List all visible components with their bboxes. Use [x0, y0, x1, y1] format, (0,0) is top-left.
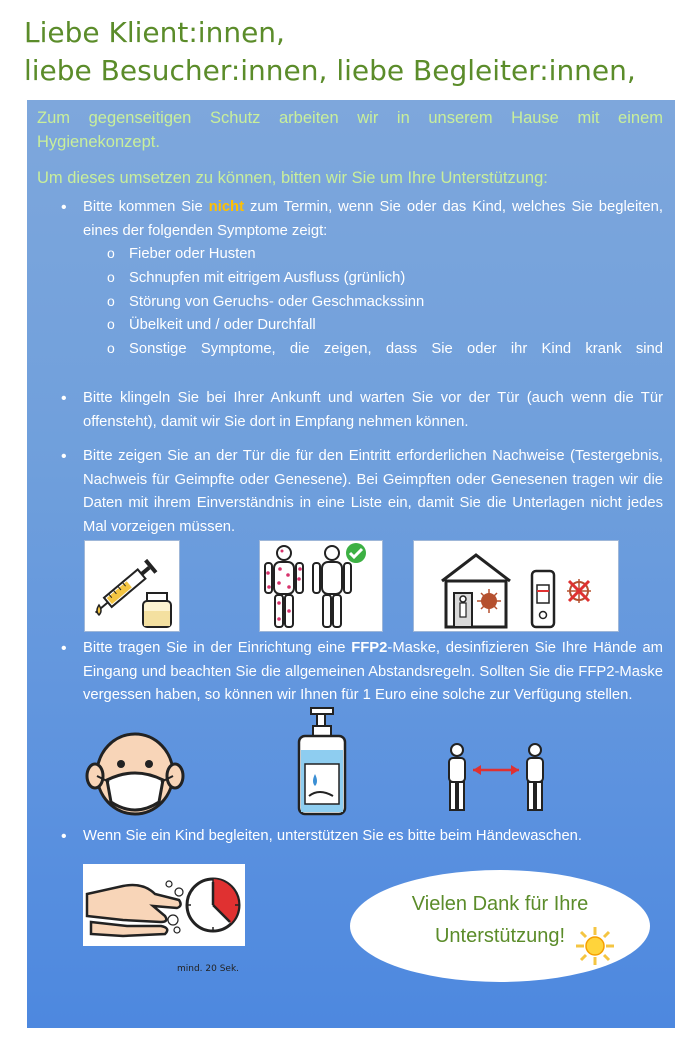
title-line-2: liebe Besucher:innen, liebe Begleiter:innen,: [24, 54, 636, 87]
handwashing-timer-icon: [83, 864, 245, 946]
thanks-line-1: Vielen Dank für Ihre: [411, 893, 589, 915]
info-panel: [27, 100, 675, 1028]
sun-icon: [575, 926, 615, 971]
intro-paragraph-2: Um dieses umsetzen zu können, bitten wir Sie um Ihre Unterstützung:: [37, 169, 548, 187]
page-title: [24, 14, 636, 90]
bold-ffp2: FFP2: [351, 640, 388, 656]
symptom-item: o Fieber oder Husten: [129, 243, 663, 267]
symptom-item: o Übelkeit und / oder Durchfall: [129, 314, 663, 338]
symptom-list: [129, 243, 663, 362]
thanks-line-2: Unterstützung!: [434, 925, 566, 947]
bullet-proof: • Bitte zeigen Sie an der Tür die für den Eintritt erforderlichen Nachweise (Testergebnis, Nachweis für Geimpfte oder Genesene). Bei Geimpften oder Genesenen tragen wir die Daten mit ihrem Einverständnis in eine Liste ein, damit Sie die Unterlagen nicht jedes Mal vorzeigen müssen.: [83, 445, 663, 539]
hand-sanitizer-icon: [295, 704, 351, 823]
recovered-person-icon: [259, 540, 383, 632]
house-test-icon: [413, 540, 619, 632]
symptom-item: o Schnupfen mit eitrigem Ausfluss (grünlich): [129, 267, 663, 291]
highlight-nicht: nicht: [208, 199, 245, 215]
intro-paragraph-1: Zum gegenseitigen Schutz arbeiten wir in unserem Hause mit einem Hygienekonzept.: [37, 109, 663, 151]
handwash-caption: mind. 20 Sek.: [177, 964, 240, 974]
bullet-symptoms: [83, 196, 663, 243]
bullet-text: zum Termin, wenn Sie oder das Kind, welches Sie begleiten, eines der folgenden Symptome zeigt:: [83, 199, 663, 239]
bullet-handwash: • Wenn Sie ein Kind begleiten, unterstützen Sie es bitte beim Händewaschen.: [83, 825, 663, 849]
syringe-vaccine-icon: [84, 540, 180, 632]
bullet-text: -Maske, desinfizieren Sie Ihre Hände am Eingang und beachten Sie die allgemeinen Abstandsregeln. Sollten Sie die FFP2-Maske vergessen haben, so können wir Ihnen für 1 Euro eine solche zur Verfügung stellen.: [83, 640, 663, 703]
bullet-text: Bitte tragen Sie in der Einrichtung eine: [83, 640, 352, 656]
bullet-text: Bitte kommen Sie: [83, 199, 209, 215]
distance-icon: [441, 742, 551, 819]
face-mask-icon: [83, 730, 187, 821]
symptom-item: o Störung von Geruchs- oder Geschmackssinn: [129, 291, 663, 315]
title-line-1: Liebe Klient:innen,: [24, 16, 285, 49]
bullet-doorbell: • Bitte klingeln Sie bei Ihrer Ankunft und warten Sie vor der Tür (auch wenn die Tür offensteht), damit wir Sie dort in Empfang nehmen können.: [83, 387, 663, 434]
bullet-mask: [83, 637, 663, 708]
symptom-item: o Sonstige Symptome, die zeigen, dass Sie oder ihr Kind krank sind: [129, 338, 663, 362]
